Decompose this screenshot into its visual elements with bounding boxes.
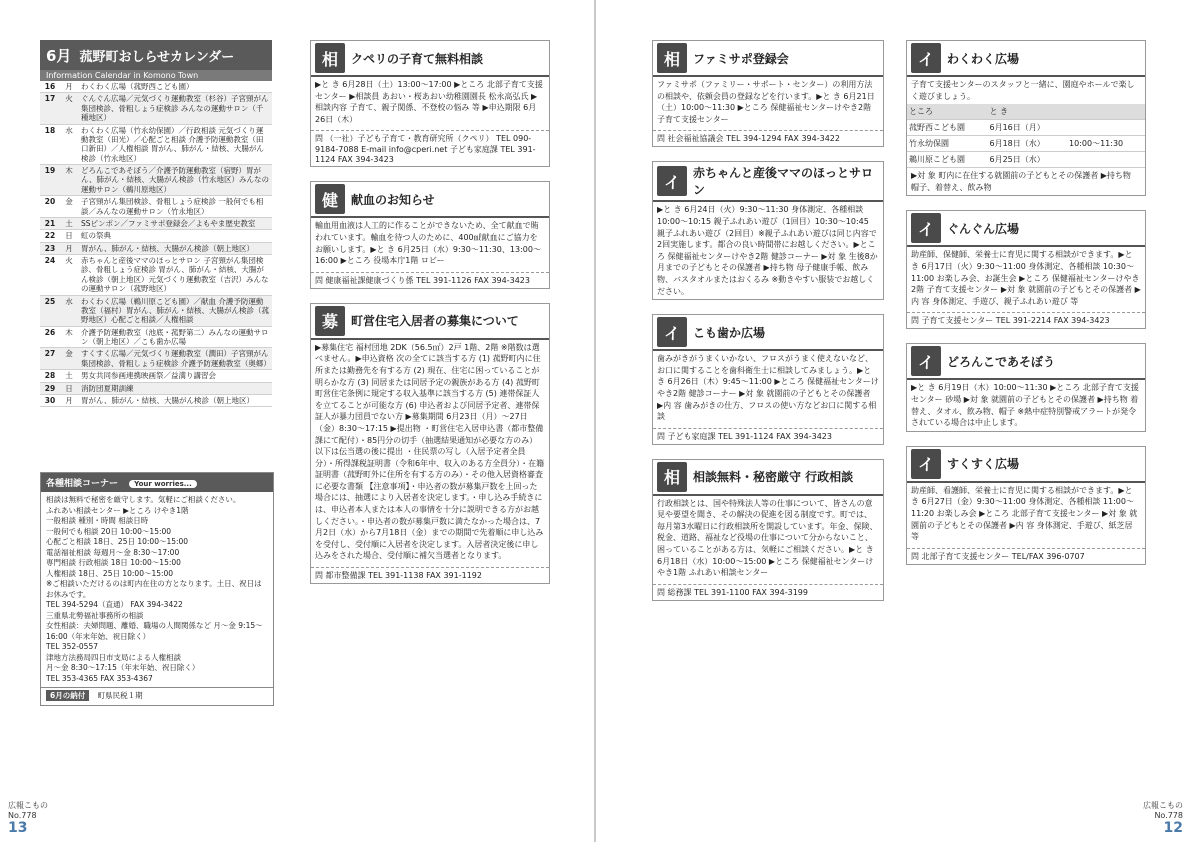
section-tag-icon: 募	[315, 306, 345, 336]
footer-right	[1143, 800, 1183, 836]
section-body: 行政相談とは、国や特殊法人等の仕事について、皆さんの意見や要望を聞き、その解決の促進を図る制度です。町では、毎月第3水曜日に行政相談所を開設しています。年金、保険、税金、道路、福祉など役場の仕事について分からないこと、困っていることがある方は、気軽にご相談ください。▶と き 6月18日（水）10:00〜15:00 ▶ところ 保健福祉センターけやき1階 ふれあい相談センター	[657, 498, 878, 578]
notice-section	[652, 161, 884, 300]
calendar-row	[40, 230, 272, 242]
consult-line: 三重県北勢福祉事務所の相談	[46, 610, 144, 620]
calendar-day: 26	[40, 326, 60, 348]
calendar-title: 菰野町おしらせカレンダー	[79, 49, 235, 65]
calendar-weekday: 火	[60, 255, 78, 296]
schedule-cell	[1067, 152, 1145, 168]
calendar-day: 27	[40, 348, 60, 370]
calendar-day: 23	[40, 242, 60, 254]
calendar-row	[40, 217, 272, 229]
section-body: 輸血用血液は人工的に作ることができないため、全て献血で賄われています。輸血を待つ人のために、400㎖献血にご協力をお願いします。▶と き 6月25日（水）9:30〜11:30、13:00〜16:00 ▶ところ 役場本庁1階 ロビー	[315, 221, 541, 266]
schedule-cell: 6月16日（月）	[988, 120, 1068, 136]
section-heading: ファミサポ登録会	[693, 51, 789, 66]
consult-line: ※ご相談いただけるのは町内在住の方となります。土日、祝日はお休みです。	[46, 579, 262, 599]
section-title	[653, 460, 883, 496]
section-contact: 問 北部子育て支援センター TEL/FAX 396-0707	[907, 548, 1145, 564]
calendar-day: 22	[40, 230, 60, 242]
section-title	[907, 447, 1145, 483]
schedule-cell: 菰野西こども園	[907, 120, 988, 136]
section-title	[653, 41, 883, 77]
calendar-row	[40, 295, 272, 326]
notice-section	[652, 40, 884, 147]
schedule-cell	[1067, 120, 1145, 136]
section-title	[311, 41, 549, 77]
calendar-weekday: 水	[60, 295, 78, 326]
consult-badge: Your worries...	[129, 480, 197, 488]
calendar-events: どろんこであそぼう／介護予防運動教室（宿野）胃がん、肺がん・結核、大腸がん検診（竹永地区）みんなの運動サロン（鵜川原地区）	[78, 165, 272, 196]
calendar-day: 24	[40, 255, 60, 296]
notice-section	[310, 40, 550, 167]
section-tag-icon: イ	[911, 449, 941, 479]
section-details: ▶対 象 町内に在住する就園前の子どもとその保護者 ▶持ち物 帽子、着替え、飲み物	[911, 171, 1131, 192]
page-number: 12	[1163, 820, 1183, 836]
section-heading: わくわく広場	[947, 51, 1020, 66]
section-contact: 問 子育て支援センター TEL 391-2214 FAX 394-3423	[907, 312, 1145, 328]
section-heading: 献血のお知らせ	[351, 192, 435, 207]
payment-text: 町県民税１期	[97, 691, 143, 700]
calendar-weekday: 木	[60, 165, 78, 196]
calendar-row	[40, 348, 272, 370]
calendar-events: 虹の祭典	[78, 230, 272, 242]
column-b	[652, 40, 884, 615]
calendar-weekday: 木	[60, 326, 78, 348]
section-body: ▶と き 6月19日（木）10:00〜11:30 ▶ところ 北部子育て支援センター 砂場 ▶対 象 就園前の子どもとその保護者 ▶持ち物 着替え、タオル、飲み物、帽子 ※熱中症特別警戒アラートが発令されている場合は中止します。	[911, 383, 1139, 428]
section-heading: クペリの子育て無料相談	[351, 51, 484, 66]
calendar-events: SSピンポン／ファミサポ登録会／よもやま歴史教室	[78, 217, 272, 229]
section-contact: 問 総務課 TEL 391-1100 FAX 394-3199	[653, 584, 883, 600]
schedule-cell: 10:00〜11:30	[1067, 136, 1145, 152]
calendar-row	[40, 370, 272, 382]
consult-line: 津地方法務局四日市支局による人権相談	[46, 652, 181, 662]
calendar-day: 28	[40, 370, 60, 382]
event-calendar	[40, 40, 272, 407]
notice-section	[906, 343, 1146, 431]
notice-section	[906, 210, 1146, 329]
calendar-day: 16	[40, 81, 60, 93]
magazine-number: No.778	[8, 811, 37, 820]
consult-line: 一般相談 種別・時間 相談日時	[46, 516, 149, 525]
calendar-events: わくわく広場（鵜川原こども園）／献血 介護予防運動教室（福村）胃がん、肺がん・結核、大腸がん検診（菰野地区）心配ごと相談／人権相談	[78, 295, 272, 326]
calendar-row	[40, 255, 272, 296]
schedule-cell: 6月25日（水）	[988, 152, 1068, 168]
calendar-events: 胃がん、肺がん・結核、大腸がん検診（朝上地区）	[78, 394, 272, 406]
section-body: ▶募集住宅 福村団地 2DK（56.5㎡）2戸 1階、2階 ※階数は選べません。▶申込資格 次の全てに該当する方 (1) 菰野町内に住所または勤務先を有する方 (2) 現在、住宅に困っていることが明らかな方 (3) 同居または同居予定の親族がある方 (4) 菰野町町営住宅条例に規定する収入基準に該当する方 (5) 連帯保証人を立てることが可能な方 (6) 申込者および同居予定者、連帯保証人が暴力団員でない方 ▶募集期間 6月23日（月）〜27日（金）8:30〜17:15 ▶提出物 ・町営住宅入居申込書（都市整備課にて配付）・85円分の切手（抽選結果通知が必要な方のみ）以下は伝当選の後に提出 ・住民票の写し（入居予定者全員分）・所得課税証明書（令和6年中、収入のある方全員分）・在籍証明書（菰野町外に住所を有する方のみ）・その他入居資格審査に必要な書類 【注意事項】・申込者の数が募集戸数を上回った場合には、抽選により入居者を決定します。・申し込み手続きには、申込者本人または本人の事情を十分に説明できる方がお越しください。・申込者の数が募集戸数に満たなかった場合は、7月2日（水）から7月18日（金）までの期間で先着順に申し込みを受付し、受付順に入居者を決定します。入居者決定後に申し込みをされた場合、受付順に補欠当選者となります。	[315, 342, 545, 561]
payment-label: 6月の納付	[46, 690, 89, 701]
section-body: ▶と き 6月24日（火）9:30〜11:30 身体測定、各種相談 10:00〜10:15 親子ふれあい遊び（1回目）10:30〜10:45 親子ふれあい遊び（2回目）※親子ふれあい遊びは同じ内容で2回実施します。都合の良い時間帯にお越しください。▶ところ 保健福祉センターけやき2階 健診コーナー ▶対 象 生後8か月までの子どもとその保護者 ▶持ち物 母子健康手帳、飲み物、バスタオルまたはおくるみ ※動きやすい服装でお越しください。	[657, 205, 878, 296]
calendar-day: 30	[40, 394, 60, 406]
magazine-number: No.778	[1154, 811, 1183, 820]
section-contact: 問 （一社）子ども子育て・教育研究所（クペリ） TEL 090-9184-7088 E-mail info@cperi.net 子ども家庭課 TEL 391-1124 FAX 394-3423	[311, 130, 549, 166]
calendar-day: 29	[40, 382, 60, 394]
calendar-events: ぐんぐん広場／元気づくり運動教室（杉谷）子宮頸がん集団検診、骨粗しょう症検診 みんなの運動サロン（千種地区）	[78, 93, 272, 124]
section-title	[907, 344, 1145, 380]
calendar-row	[40, 326, 272, 348]
schedule-cell: 鵜川原こども園	[907, 152, 988, 168]
section-heading: 町営住宅入居者の募集について	[351, 314, 519, 329]
schedule-row	[907, 120, 1145, 136]
calendar-day: 20	[40, 196, 60, 218]
footer-left	[8, 800, 48, 836]
schedule-row	[907, 104, 1145, 120]
section-title	[311, 182, 549, 218]
section-body: 助産師、保健師、栄養士に育児に関する相談ができます。▶と き 6月17日（火）9:30〜11:00 身体測定、各種相談 10:30〜11:00 お楽しみ会、お誕生会 ▶ところ 保健福祉センターけやき2階 子育て支援センター ▶対 象 就園前の子どもとその保護者 ▶内 容 身体測定、手遊び、親子ふれあい遊び 等	[911, 250, 1141, 306]
calendar-month: 6月	[46, 46, 72, 65]
calendar-events: 介護予防運動教室（池底・菰野第二）みんなの運動サロン（朝上地区）／こも歯か広場	[78, 326, 272, 348]
section-heading: どろんこであそぼう	[947, 354, 1056, 369]
section-heading: すくすく広場	[947, 457, 1020, 472]
section-body: 子育て支援センターのスタッフと一緒に、園庭やホールで楽しく遊びましょう。	[911, 80, 1135, 101]
calendar-row	[40, 242, 272, 254]
calendar-day: 25	[40, 295, 60, 326]
calendar-day: 17	[40, 93, 60, 124]
notice-section	[310, 181, 550, 288]
section-title	[653, 315, 883, 351]
schedule-row	[907, 152, 1145, 168]
consult-line: TEL 394-5294（直通） FAX 394-3422	[46, 600, 183, 609]
column-c	[906, 40, 1146, 579]
calendar-events: わくわく広場（菰野西こども園）	[78, 81, 272, 93]
section-title	[907, 41, 1145, 77]
calendar-weekday: 金	[60, 196, 78, 218]
calendar-weekday: 土	[60, 370, 78, 382]
calendar-events: すくすく広場／元気づくり運動教室（潤田）子宮頸がん集団検診、骨粗しょう症検診 介護予防運動教室（奥郷）	[78, 348, 272, 370]
consult-line: TEL 352-0557	[46, 642, 98, 651]
section-tag-icon: イ	[911, 213, 941, 243]
page-gutter	[594, 0, 596, 842]
section-title	[653, 162, 883, 202]
calendar-events: 消防団夏期訓練	[78, 382, 272, 394]
schedule-cell: 6月18日（水）	[988, 136, 1068, 152]
calendar-weekday: 月	[60, 242, 78, 254]
calendar-weekday: 月	[60, 81, 78, 93]
section-tag-icon: イ	[657, 166, 687, 196]
consult-line: 月〜金 8:30〜17:15（年末年始、祝日除く）	[46, 663, 200, 672]
section-title	[907, 211, 1145, 247]
section-heading: こも歯か広場	[693, 325, 766, 340]
section-contact: 問 健康福祉課健康づくり係 TEL 391-1126 FAX 394-3423	[311, 272, 549, 288]
section-tag-icon: 相	[657, 43, 687, 73]
section-tag-icon: イ	[657, 317, 687, 347]
section-tag-icon: イ	[911, 346, 941, 376]
calendar-weekday: 日	[60, 382, 78, 394]
section-tag-icon: 相	[315, 43, 345, 73]
calendar-weekday: 火	[60, 93, 78, 124]
calendar-events: 赤ちゃんと産後ママのほっとサロン 子宮頸がん集団検診、骨粗しょう症検診 胃がん、肺がん・結核、大腸がん検診（朝上地区）元気づくり運動教室（吉沢）みんなの運動サロン（菰野地区）	[78, 255, 272, 296]
consult-body	[41, 492, 273, 687]
schedule-row	[907, 136, 1145, 152]
payment-row	[41, 687, 273, 705]
section-body: ファミサポ（ファミリー・サポート・センター）の利用方法の相談や、依頼会員の登録などを行います。▶と き 6月21日（土）10:00〜11:30 ▶ところ 保健福祉センターけやき2階 子育て支援センター	[657, 80, 875, 124]
schedule-cell: と き	[988, 104, 1068, 120]
consult-title	[41, 473, 273, 492]
section-heading: 相談無料・秘密厳守 行政相談	[693, 470, 854, 485]
section-contact: 問 子ども家庭課 TEL 391-1124 FAX 394-3423	[653, 428, 883, 444]
consult-line: 電話福祉相談 毎週月〜金 8:30〜17:00	[46, 547, 180, 557]
page-number: 13	[8, 820, 28, 836]
consult-line: ふれあい相談センター ▶ところ けやき1階	[46, 505, 189, 515]
schedule-cell: 竹永幼保園	[907, 136, 988, 152]
calendar-events: わくわく広場（竹永幼保園）／行政相談 元気づくり運動教室（田光）／心配ごと相談 介護予防運動教室（田口新田）／人権相談 胃がん、肺がん・結核、大腸がん検診（竹永地区）	[78, 124, 272, 165]
calendar-row	[40, 382, 272, 394]
section-body: 助産師、看護師、栄養士に育児に関する相談ができます。▶と き 6月27日（金）9:30〜11:00 身体測定、各種相談 11:00〜11:20 お楽しみ会 ▶ところ 北部子育て支援センター ▶対 象 就園前の子どもとその保護者 ▶内 容 身体測定、手遊び、紙芝居 等	[911, 485, 1138, 542]
calendar-subtitle: Information Calendar in Komono Town	[40, 70, 272, 81]
calendar-row	[40, 165, 272, 196]
section-tag-icon: 健	[315, 184, 345, 214]
consultation-corner	[40, 472, 274, 706]
notice-section	[906, 446, 1146, 565]
calendar-table	[40, 81, 272, 407]
section-contact: 問 社会福祉協議会 TEL 394-1294 FAX 394-3422	[653, 130, 883, 146]
section-tag-icon: イ	[911, 43, 941, 73]
consult-line: 専門相談 行政相談 18日 10:00〜15:00	[46, 558, 181, 567]
calendar-row	[40, 394, 272, 406]
calendar-events: 子宮頸がん集団検診、骨粗しょう症検診 一般何でも相談／みんなの運動サロン（竹永地区）	[78, 196, 272, 218]
calendar-day: 19	[40, 165, 60, 196]
schedule-cell	[1067, 104, 1145, 120]
section-body: 歯みがきがうまくいかない、フロスがうまく使えないなど、お口に関することを歯科衛生士に相談してみましょう。▶と き 6月26日（木）9:45〜11:00 ▶ところ 保健福祉センターけやき2階 健診コーナー ▶対 象 就園前の子どもとその保護者 ▶内 容 歯みがきの仕方、フロスの使い方などお口に関する相談	[657, 354, 879, 422]
calendar-events: 男女共同参画連携映画祭／益満り講習会	[78, 370, 272, 382]
consult-title-text: 各種相談コーナー	[46, 479, 119, 489]
consult-line: TEL 353-4365 FAX 353-4367	[46, 673, 153, 683]
section-body: ▶と き 6月28日（土）13:00〜17:00 ▶ところ 北部子育て支援センター ▶相談員 あおい・桜あおい幼稚園園長 松永高弘氏 ▶相談内容 子育て、親子関係、不登校の悩み 等 ▶申込期限 6月26日（木）	[315, 80, 543, 124]
magazine-name: 広報こもの	[1143, 801, 1183, 810]
notice-section	[310, 303, 550, 584]
calendar-weekday: 水	[60, 124, 78, 165]
notice-section	[906, 40, 1146, 196]
consult-line: 人権相談 18日、25日 10:00〜15:00	[46, 568, 174, 578]
calendar-row	[40, 93, 272, 124]
section-heading: 赤ちゃんと産後ママのほっとサロン	[693, 166, 874, 198]
calendar-day: 21	[40, 217, 60, 229]
calendar-header	[40, 40, 272, 70]
section-title	[311, 304, 549, 340]
calendar-row	[40, 81, 272, 93]
calendar-day: 18	[40, 124, 60, 165]
column-a	[310, 40, 550, 598]
schedule-table	[907, 104, 1145, 168]
section-contact: 問 都市整備課 TEL 391-1138 FAX 391-1192	[311, 567, 549, 583]
calendar-events: 胃がん、肺がん・結核、大腸がん検診（朝上地区）	[78, 242, 272, 254]
consult-line: 相談は無料で秘密を厳守します。気軽にご相談ください。	[46, 495, 241, 504]
magazine-name: 広報こもの	[8, 801, 48, 810]
schedule-cell: ところ	[907, 104, 988, 120]
section-tag-icon: 相	[657, 462, 687, 492]
calendar-row	[40, 124, 272, 165]
calendar-weekday: 日	[60, 230, 78, 242]
calendar-weekday: 金	[60, 348, 78, 370]
calendar-weekday: 月	[60, 394, 78, 406]
consult-line: 心配ごと相談 18日、25日 10:00〜15:00	[46, 537, 189, 546]
notice-section	[652, 459, 884, 601]
notice-section	[652, 314, 884, 445]
calendar-row	[40, 196, 272, 218]
consult-line: 女性相談：夫婦問題、離婚、職場の人間関係など 月〜金 9:15〜16:00（年末年始、祝日除く）	[46, 621, 263, 641]
calendar-weekday: 土	[60, 217, 78, 229]
section-heading: ぐんぐん広場	[947, 221, 1020, 236]
consult-line: 一般何でも相談 20日 10:00〜15:00	[46, 526, 172, 536]
